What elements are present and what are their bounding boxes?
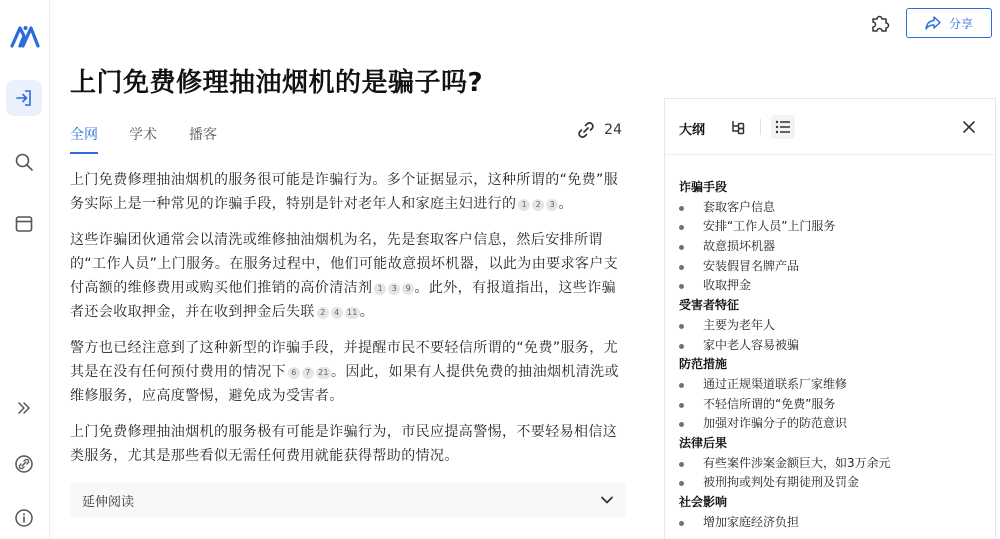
app-logo[interactable] — [9, 22, 41, 50]
source-tabs — [70, 120, 622, 156]
list-view-button[interactable] — [771, 115, 795, 139]
outline-item[interactable]: 被刑拘或判处有期徒刑及罚金 — [679, 473, 979, 493]
share-icon — [925, 15, 941, 31]
paragraph: 警方也已经注意到了这种新型的诈骗手段，并提醒市民不要轻信所谓的“免费”服务，尤其是在没有任何预付费用的情况下 6 7 21 。因此，如果有人提供免费的抽油烟机清洗或维修服务，应高度警惕，避免成为受害者。 — [70, 340, 619, 404]
info-button[interactable] — [6, 500, 42, 536]
citation-badge[interactable]: 2 — [317, 307, 329, 319]
citation-badge[interactable]: 3 — [546, 199, 558, 211]
search-button[interactable] — [6, 144, 42, 180]
outline-section[interactable]: 受害者特征 — [679, 298, 740, 313]
citation-badge[interactable]: 6 — [288, 367, 300, 379]
double-chevron-right-icon — [15, 399, 33, 417]
list-icon — [774, 118, 792, 136]
outline-section[interactable]: 防范措施 — [679, 357, 728, 372]
citation-badge[interactable]: 11 — [346, 308, 358, 317]
citation-badge[interactable]: 1 — [374, 283, 386, 295]
info-icon — [14, 508, 34, 528]
chevron-down-icon — [600, 493, 614, 507]
link-button[interactable] — [6, 446, 42, 482]
search-icon — [14, 152, 34, 172]
link-circle-icon — [14, 454, 34, 474]
sources-count: 24 — [604, 122, 622, 138]
outline-panel — [664, 98, 996, 539]
share-button[interactable] — [906, 8, 992, 38]
outline-item[interactable]: 加强对诈骗分子的防范意识 — [679, 414, 979, 434]
outline-list — [679, 178, 979, 532]
left-rail — [0, 0, 50, 539]
outline-item[interactable]: 故意损坏机器 — [679, 237, 979, 257]
outline-header — [665, 99, 995, 155]
citation-badge[interactable]: 3 — [388, 283, 400, 295]
outline-item[interactable]: 增加家庭经济负担 — [679, 513, 979, 533]
outline-item[interactable]: 通过正规渠道联系厂家维修 — [679, 375, 979, 395]
outline-item[interactable]: 有些案件涉案金额巨大，如3万余元 — [679, 454, 979, 474]
citation-badge[interactable]: 7 — [302, 367, 314, 379]
extended-reading-toggle[interactable] — [70, 482, 626, 518]
page-title: 上门免费修理抽油烟机的是骗子吗? — [70, 68, 484, 98]
answer-article — [70, 168, 630, 480]
outline-item[interactable]: 收取押金 — [679, 276, 979, 296]
paragraph: 上门免费修理抽油烟机的服务很可能是诈骗行为。多个证据显示，这种所谓的“免费”服务实际上是一种常见的诈骗手段，特别是针对老年人和家庭主妇进行的 1 2 3 。 — [70, 172, 619, 212]
sources-link[interactable] — [576, 120, 622, 140]
tab-web[interactable]: 全网 — [70, 127, 98, 143]
expand-sidebar-button[interactable] — [6, 390, 42, 426]
citation-badge[interactable]: 4 — [331, 307, 343, 319]
outline-item[interactable]: 安装假冒名牌产品 — [679, 257, 979, 277]
login-button[interactable] — [6, 80, 42, 116]
outline-section[interactable]: 法律后果 — [679, 435, 728, 450]
close-outline-button[interactable] — [957, 115, 981, 139]
login-icon — [14, 88, 34, 108]
close-icon — [962, 120, 976, 134]
outline-section[interactable]: 社会影响 — [679, 495, 728, 509]
citation-badge[interactable]: 9 — [402, 283, 414, 295]
topbar-actions — [868, 8, 992, 38]
tab-academic[interactable]: 学术 — [129, 127, 157, 143]
plugin-button[interactable] — [868, 11, 892, 35]
citation-badge[interactable]: 21 — [318, 368, 329, 377]
window-icon — [14, 214, 34, 234]
library-button[interactable] — [6, 206, 42, 242]
tab-active-indicator — [70, 152, 98, 154]
tab-podcast[interactable]: 播客 — [189, 127, 217, 143]
tree-icon — [730, 118, 748, 136]
extended-reading-label: 延伸阅读 — [82, 494, 135, 510]
outline-title: 大纲 — [679, 123, 706, 138]
outline-item[interactable]: 套取客户信息 — [679, 198, 979, 218]
outline-item[interactable]: 主要为老年人 — [679, 316, 979, 336]
citation-badge[interactable]: 2 — [532, 199, 544, 211]
citation-badge[interactable]: 1 — [518, 199, 530, 211]
outline-section[interactable]: 诈骗手段 — [679, 180, 728, 194]
link-icon — [576, 120, 596, 140]
mindmap-view-button[interactable] — [727, 115, 751, 139]
outline-item[interactable]: 家中老人容易被骗 — [679, 336, 979, 356]
share-label: 分享 — [948, 16, 973, 31]
puzzle-icon — [869, 12, 891, 34]
paragraph: 上门免费修理抽油烟机的服务极有可能是诈骗行为，市民应提高警惕，不要轻易相信这类服务，尤其是那些看似无需任何费用就能获得帮助的情况。 — [70, 424, 618, 464]
header-divider — [760, 119, 761, 135]
outline-item[interactable]: 不轻信所谓的“免费”服务 — [679, 395, 979, 415]
paragraph: 这些诈骗团伙通常会以清洗或维修抽油烟机为名，先是套取客户信息，然后安排所谓的“工作人员”上门服务。在服务过程中，他们可能故意损坏机器，以此为由要求客户支付高额的维修费用或购买他们推销的高价清洁剂 1 3 9 。此外，有报道指出，这些诈骗者还会收取押金，并在收到押金后失联 2 4 11 。 — [70, 232, 619, 320]
outline-item[interactable]: 安排“工作人员”上门服务 — [679, 217, 979, 237]
